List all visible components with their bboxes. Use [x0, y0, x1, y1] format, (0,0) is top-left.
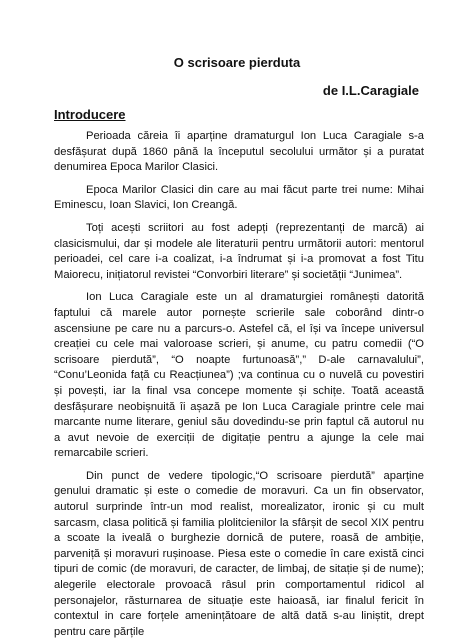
paragraph: Perioada căreia îi aparține dramaturgul Ion Luca Caragiale s-a desfășurat după 1860 până la începutul secolului următor și a puratat denumirea Epoca Marilor Clasici. [54, 130, 424, 174]
paragraph: Ion Luca Caragiale este un al dramaturgiei românești datorită faptului că marele autor pornește scrierile sale coborând dintr-o ascensiune pe care nu a parcurs-o. Astefel că, el își va începe universul creației cu cele mai valoroase scrieri, și anume, cu patru comedii (“O scrisoare pierdută”, “O noapte furtunoasă”,” D-ale carnavalului”, “Conu’Leonida față cu Reacțiunea”) ;va continua cu o nuvelă cu povestiri și povești, iar la final vsa concepe momente și schițe. Toată această desfășurare neobișnuită îi așază pe Ion Luca Caragiale printre cele mai marcante nume literare, geniul său dovedindu-se prin faptul că autorul nu a avut nevoie de exerciții de digitație pentru a ajunge la cele mai remarcabile scrieri. [54, 291, 424, 460]
paragraph: Toți acești scriitori au fost adepți (reprezentanți de marcă) ai clasicismului, dar și modele ale literaturii pentru următorii autori: mentorul perioadei, cel care i-a coalizat, i-a îndrumat și i-a promovat a fost Titu Maiorecu, inițiatorul revistei “Convorbiri literare” și societății “Junimea”. [54, 221, 424, 281]
paragraph: Epoca Marilor Clasici din care au mai făcut parte trei nume: Mihai Eminescu, Ioan Slavici, Ion Creangă. [54, 183, 424, 212]
document-author: de I.L.Caragiale [322, 83, 419, 98]
document-body [54, 129, 424, 640]
document-title: O scrisoare pierduta [173, 55, 301, 70]
paragraph: Din punct de vedere tipologic,“O scrisoare pierdută” aparține genului dramatic și este o comedie de moravuri. Ca un fin observator, autorul surprinde într-un mod realist, morealizator, ironic și cu mult sarcasm, clasa politică și familia plolitcienilor la sfârșit de secol XIX pentru a scoate la iveală o burghezie dornică de putere, roasă de ambiție, parveniță și moravuri rușinoase. Piesa este o comedie în care există cinci tipuri de comic (de moravuri, de caracter, de limbaj, de sitație și de nume); alegerile electorale provoacă râsul prin comportamentul ridicol al personajelor, răsturnarea de situație este haioasă, iar finalul fericit în contextul in care forțele amenințătoare de altă dată s-au liniștit, drept pentru care părțile [54, 469, 424, 638]
section-heading: Introducere [54, 107, 126, 122]
